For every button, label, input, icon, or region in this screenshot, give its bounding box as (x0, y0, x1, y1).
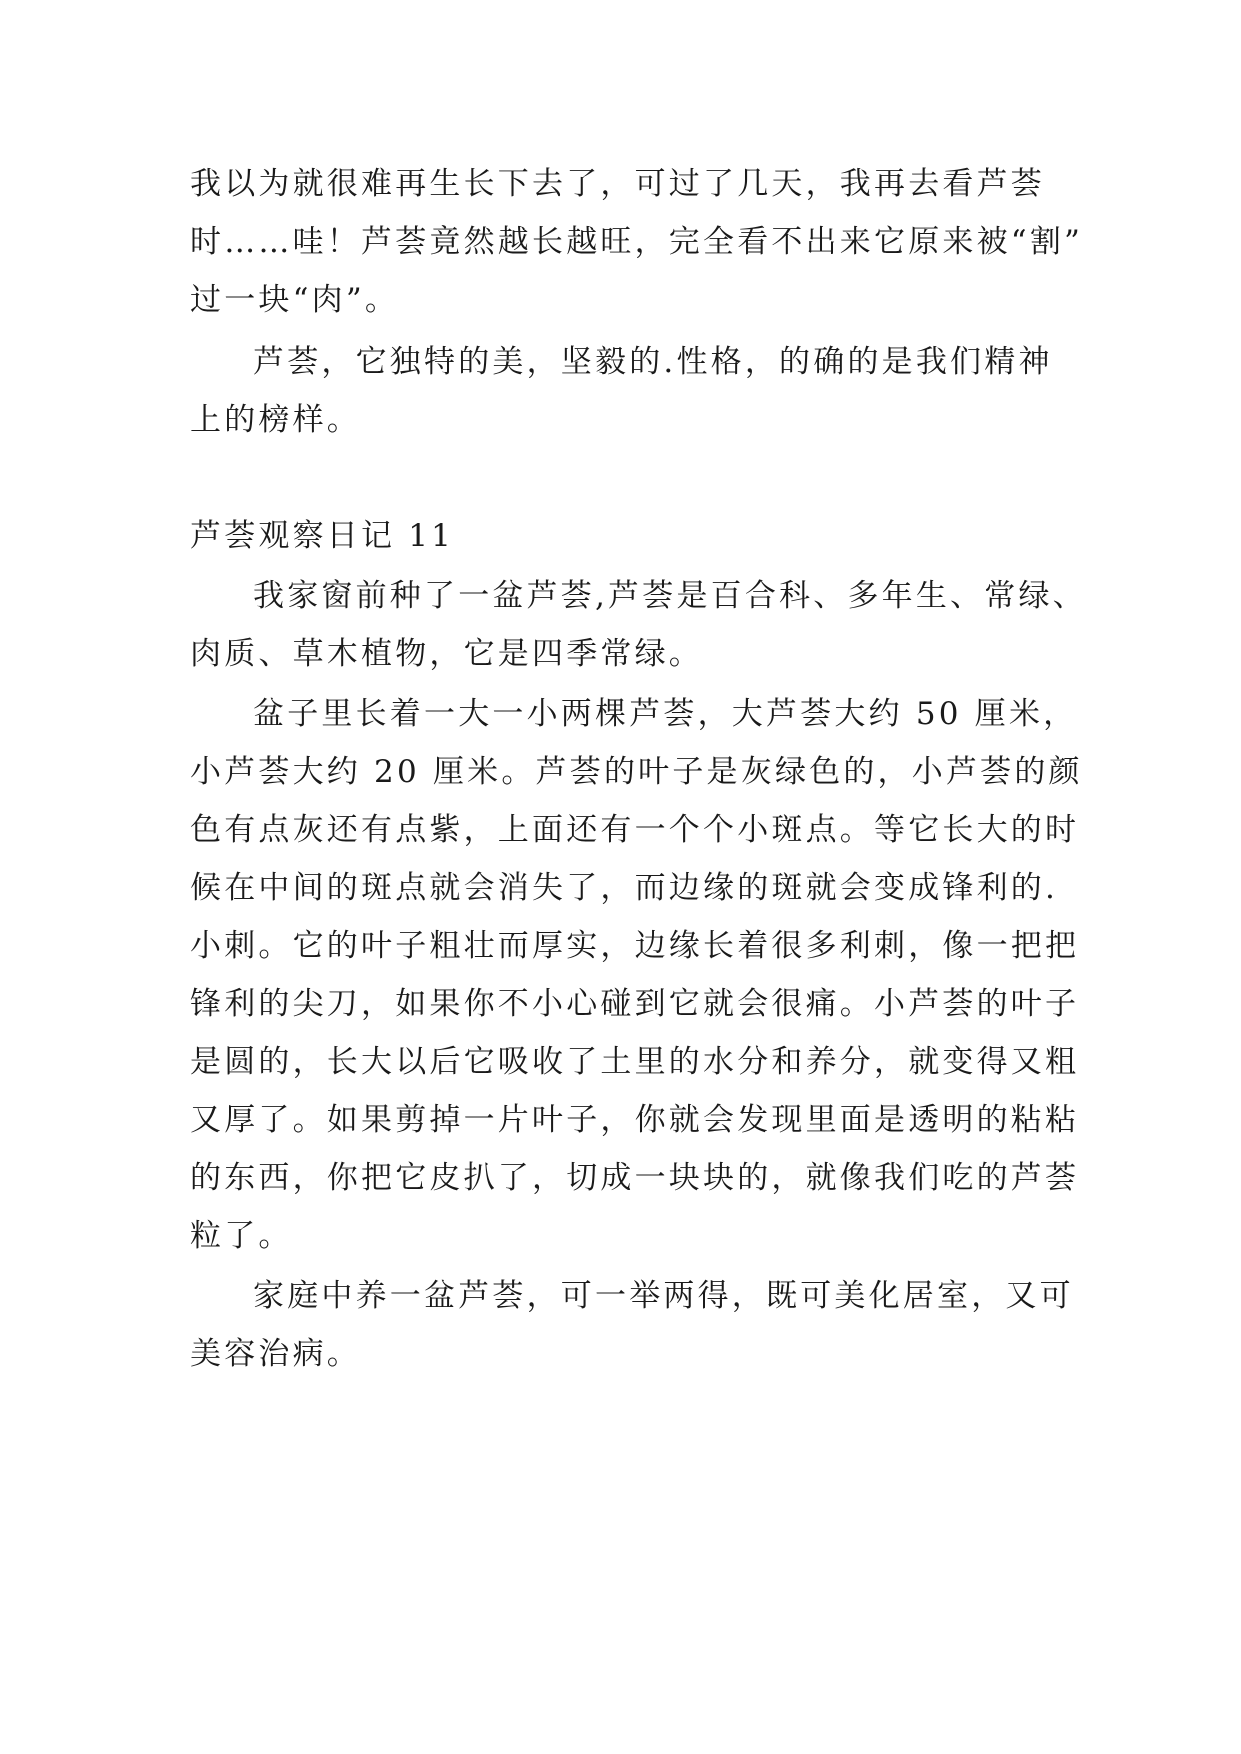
text-line: 芦荟，它独特的美，坚毅的.性格，的确的是我们精神 (253, 344, 1053, 380)
text-line: 小芦荟大约 20 厘米。芦荟的叶子是灰绿色的，小芦荟的颜 (190, 754, 1083, 790)
text-line: 家庭中养一盆芦荟，可一举两得，既可美化居室，又可 (253, 1278, 1074, 1314)
text-line: 时……哇！芦荟竟然越长越旺，完全看不出来它原来被“割” (190, 224, 1084, 260)
text-line: 我家窗前种了一盆芦荟,芦荟是百合科、多年生、常绿、 (253, 578, 1087, 614)
text-line: 的东西，你把它皮扒了，切成一块块的，就像我们吃的芦荟 (190, 1160, 1080, 1196)
text-line: 上的榜样。 (190, 402, 361, 438)
text-line: 肉质、草木植物，它是四季常绿。 (190, 636, 703, 672)
text-line: 锋利的尖刀，如果你不小心碰到它就会很痛。小芦荟的叶子 (190, 986, 1080, 1022)
text-line: 候在中间的斑点就会消失了，而边缘的斑就会变成锋利的. (190, 870, 1059, 906)
section-heading: 芦荟观察日记 11 (190, 518, 455, 554)
text-line: 盆子里长着一大一小两棵芦荟，大芦荟大约 50 厘米， (253, 696, 1078, 732)
text-line: 又厚了。如果剪掉一片叶子，你就会发现里面是透明的粘粘 (190, 1102, 1080, 1138)
text-line: 是圆的，长大以后它吸收了土里的水分和养分，就变得又粗 (190, 1044, 1080, 1080)
text-line: 色有点灰还有点紫，上面还有一个个小斑点。等它长大的时 (190, 812, 1080, 848)
text-line: 美容治病。 (190, 1336, 361, 1372)
text-line: 过一块“肉”。 (190, 282, 400, 318)
text-line: 我以为就很难再生长下去了，可过了几天，我再去看芦荟 (190, 166, 1045, 202)
text-line: 粒了。 (190, 1218, 293, 1254)
text-line: 小刺。它的叶子粗壮而厚实，边缘长着很多利刺，像一把把 (190, 928, 1080, 964)
